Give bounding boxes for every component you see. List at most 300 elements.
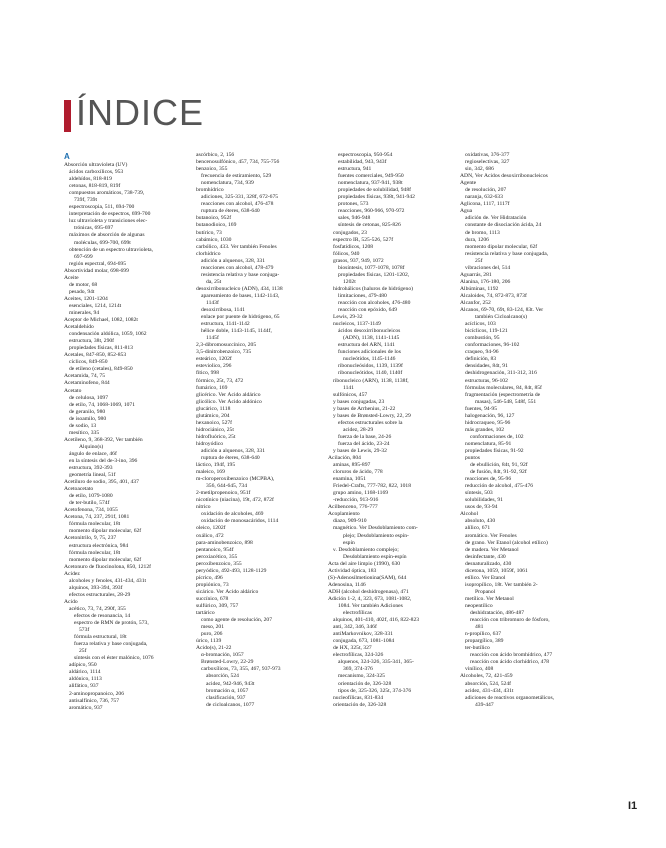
- index-entry: enamina, 1051: [333, 476, 366, 483]
- index-entry: estructura del ARN, 1141: [338, 342, 395, 349]
- index-entry: dura, 1206: [465, 236, 489, 243]
- index-entry: estructuras, 96-102: [465, 377, 508, 384]
- index-entry: espectro IR, 525-526, 527f: [333, 236, 394, 243]
- index-entry: desoxirribonucleico (ADN), 434, 1138: [196, 285, 283, 292]
- index-entry: craqueo, 94-96: [465, 349, 499, 356]
- index-entry: nomenclatura, 734, 939: [201, 180, 254, 187]
- index-entry: Brønsted-Lowry, 22-29: [201, 659, 254, 666]
- index-entry: minerales, 94: [69, 309, 100, 316]
- index-entry: oxidativas, 376-377: [465, 152, 510, 158]
- index-entry: succínico, 678: [196, 595, 229, 602]
- index-entry: funciones adicionales de los: [338, 349, 401, 356]
- index-entry: fórmula molecular, 18t: [69, 521, 121, 528]
- index-entry: ν. Desdoblamiento complejo;: [333, 546, 399, 553]
- index-entry: oxidación de alcoholes, 469: [201, 511, 264, 518]
- index-entry: más grandes, 102: [465, 426, 504, 433]
- index-entry: deshidratación, 486-487: [470, 610, 525, 617]
- index-entry: de isoamilo, 980: [69, 415, 107, 422]
- index-entry: cabámico, 1030: [196, 236, 232, 243]
- index-entry: hidrocraqueo, 95-96: [465, 419, 511, 426]
- index-entry: mesítico, 335: [69, 429, 100, 436]
- index-entry: puntos: [465, 455, 480, 462]
- index-entry: espectro de RMN de protón, 573,: [74, 620, 149, 627]
- index-entry: alifático, 937: [69, 683, 99, 690]
- index-entry: Ácido(s), 21-22: [196, 645, 232, 652]
- index-entry: acíclicos, 103: [465, 321, 496, 328]
- index-entry: 3,5-dinitrobenzoico, 735: [196, 349, 252, 356]
- index-entry: hidroyódico: [196, 440, 224, 447]
- index-entry: fuentes, 94-95: [465, 405, 498, 412]
- index-entry: y bases conjugadas, 23: [333, 398, 385, 405]
- index-entry: propiedades físicas, 1201-1202,: [338, 271, 410, 278]
- index-entry: Acetaldehído: [64, 324, 94, 331]
- index-entry: interpretación de espectros, 699-700: [69, 211, 151, 218]
- index-entry: bromación α, 1057: [206, 687, 249, 694]
- index-entry: sulfónicos, 457: [333, 391, 368, 398]
- index-entry: resistencia relativa y base conjugada,: [465, 250, 549, 257]
- index-entry: neopentílico: [465, 603, 493, 609]
- index-entry: fosfatídicos, 1208: [333, 243, 374, 250]
- index-entry: conformaciones, 96-102: [465, 342, 520, 349]
- index-entry: de celulosa, 1097: [69, 394, 108, 401]
- index-entry: metílico. Ver Metanol: [465, 595, 514, 602]
- index-entry: sicárico. Ver Ácido aldárico: [196, 588, 259, 595]
- index-entry: 2-aminopropanoico, 206: [69, 690, 124, 697]
- index-entry: compuestos aromáticos, 738-739,: [69, 190, 145, 197]
- index-column-1: [64, 152, 192, 712]
- index-entry: como agente de resolución, 207: [201, 617, 272, 624]
- index-entry: fórmula estructural, 18t: [74, 634, 127, 641]
- index-entry: reacciones de, 95-96: [465, 476, 512, 483]
- index-entry: de ter-butilo, 574f: [69, 500, 110, 507]
- index-entry: glucárico, 1118: [196, 405, 231, 412]
- index-entry: (ADN), 1138, 1141-1145: [343, 335, 400, 342]
- index-entry: Acta del aire limpio (1990), 630: [328, 560, 401, 567]
- index-entry: -reducción, 913-916: [333, 497, 379, 504]
- index-entry: pesado, 94t: [69, 288, 95, 295]
- index-entry: esteviolico, 296: [196, 363, 232, 370]
- index-entry: conjugada, 673, 1081-1084: [333, 638, 395, 645]
- index-entry: butanodioico, 169: [196, 222, 237, 229]
- index-entry: ADN, Ver Ácidos desoxirribonucleicos: [460, 173, 548, 180]
- index-entry: m-cloroperoxibenzoico (MCPBA),: [196, 476, 275, 483]
- index-entry: Ácido: [64, 598, 78, 605]
- index-entry: carbólico, 433. Ver también Fenoles: [196, 243, 277, 250]
- index-entry: puro, 206: [201, 631, 223, 638]
- index-entry: obtención de un espectro ultravioleta,: [69, 246, 154, 253]
- index-entry: peryódico, 492-493, 1128-1129: [196, 567, 267, 574]
- index-entry: Albúminas, 1192: [460, 285, 499, 292]
- index-entry: de sodio, 13: [69, 422, 97, 429]
- index-entry: de etileno (cetales), 849-850: [69, 366, 133, 373]
- index-entry: fumárico, 169: [196, 384, 228, 391]
- index-entry: nomenclatura, 85-91: [465, 440, 512, 447]
- index-entry: Agente: [460, 180, 477, 187]
- index-entry: y bases de Brønsted-Lowry, 22, 29: [333, 412, 411, 419]
- index-entry: 697-699: [74, 253, 93, 260]
- index-entry: nucleicos, 1137-1149: [333, 321, 381, 328]
- index-entry: etílico. Ver Etanol: [465, 574, 506, 581]
- index-entry: trónicas, 695-697: [74, 225, 114, 232]
- index-entry: reacciones con alcohol, 476-478: [201, 201, 274, 208]
- index-entry: hexanoico, 527f: [196, 419, 233, 426]
- index-entry: (S)-Adenosilmetionina(SAM), 644: [328, 574, 407, 581]
- index-entry: reacciones con alcohol, 478-479: [201, 264, 274, 271]
- index-entry: solubilidades, 91: [465, 497, 503, 504]
- index-entry: Aceites, 1201-1204: [64, 295, 108, 302]
- index-entry: 439-447: [475, 701, 494, 708]
- index-entry: hidrociánico, 25t: [196, 426, 234, 433]
- index-entry: Alcohol: [460, 511, 479, 518]
- index-entry: enlace por puente de hidrógeno, 65: [201, 314, 280, 321]
- index-entry: hélice doble, 1143-1145, 1144f,: [201, 328, 272, 335]
- index-entry: síntesis con el éster malónico, 1076: [74, 655, 154, 662]
- index-entry: de motor, 68: [69, 281, 98, 288]
- index-entry: adiciones, 325-331, 328f, 672-675: [201, 194, 279, 201]
- index-entry: espín: [343, 539, 355, 546]
- index-entry: Acetoacetato: [64, 486, 94, 493]
- index-entry: espectroscopia, 511, 694-700: [69, 204, 135, 211]
- index-entry: propiedades de solubilidad, 948f: [338, 187, 412, 194]
- index-entry: momento dipolar molecular, 62f: [69, 556, 142, 563]
- index-entry: Absortividad molar, 698-699: [64, 267, 129, 274]
- index-entry: espectroscopia, 950-954: [338, 152, 393, 158]
- index-entry: bromhídrico: [196, 187, 224, 194]
- index-entry: Alcoholes, 72, 421-459: [460, 673, 513, 680]
- index-entry: Desdoblamiento espín-espín: [343, 553, 407, 560]
- index-entry: hidrohálicos (haluros de hidrógeno): [333, 285, 414, 292]
- index-entry: oxálico, 472: [196, 532, 224, 539]
- index-entry: 1084. Ver también Adiciones: [338, 603, 403, 609]
- index-letter-heading: A: [64, 152, 70, 161]
- index-entry: peroxibenzoico, 355: [196, 560, 242, 567]
- index-entry: también Cicloalcano(s): [475, 314, 528, 321]
- index-entry: efectos estructurales sobre la: [338, 419, 403, 426]
- index-entry: apareamiento de bases, 1142-1143,: [201, 292, 280, 299]
- index-entry: halogenación, 96, 127: [465, 412, 515, 419]
- index-entry: vinílico, 408: [465, 666, 494, 673]
- index-entry: en la síntesis del de-3-ino, 396: [69, 457, 138, 464]
- index-entry: Alcanos, 69-70, 69t, 83-124, 83t. Ver: [460, 307, 544, 314]
- index-entry: región espectral, 694-695: [69, 260, 127, 267]
- index-entry: carboxílicos, 73, 355, 467, 937-973: [201, 666, 281, 673]
- index-entry: adición a alquenos, 328, 331: [201, 257, 266, 264]
- index-entry: de ebullición, 84t, 91, 92f: [470, 462, 528, 469]
- index-entry: limitaciones, 479-480: [338, 292, 387, 299]
- index-entry: Agua: [460, 208, 473, 215]
- index-entry: adiciones de reactivos organometálicos,: [465, 694, 555, 701]
- index-entry: Acetato: [64, 387, 82, 394]
- index-entry: luz ultravioleta y transiciones elec-: [69, 218, 148, 225]
- index-entry: reacción con alcoholes, 476-480: [338, 299, 411, 306]
- index-entry: bicíclicos, 119-121: [465, 328, 508, 335]
- index-entry: regioselectivas, 327: [465, 159, 510, 166]
- index-entry: ADH (alcohol deshidrogenasa), 471: [328, 588, 409, 595]
- index-entry: Aglicona, 1117, 1117f: [460, 201, 510, 208]
- index-entry: electrofílicas: [343, 610, 372, 617]
- index-entry: glutámico, 204: [196, 412, 230, 419]
- index-entry: estructura, 1141-1142: [201, 321, 250, 328]
- index-entry: fuerza del ácido, 23-24: [338, 440, 390, 447]
- index-entry: reacción con ácido bromhídrico, 477: [470, 652, 553, 659]
- index-entry: clasificación, 937: [206, 694, 246, 701]
- index-entry: diazo, 909-910: [333, 518, 367, 525]
- title-accent-bar: [64, 100, 71, 132]
- index-entry: Acetamida, 74, 75: [64, 373, 106, 380]
- index-entry: tipos de, 325-326, 325t, 374-376: [338, 687, 412, 694]
- index-entry: estructura, 941: [338, 166, 372, 173]
- index-entry: fragmentación (espectrometría de: [465, 391, 541, 398]
- index-entry: de etilo, 1079-1080: [69, 493, 113, 500]
- index-entry: peroxiacético, 355: [196, 553, 238, 560]
- index-entry: Alcaloides, 74, 872-873, 873f: [460, 292, 527, 299]
- index-entry: adición de. Ver Hidratación: [465, 215, 527, 222]
- index-entry: absoluto, 430: [465, 518, 496, 525]
- index-entry: butírico, 73: [196, 229, 222, 236]
- index-entry: úrico, 1139: [196, 638, 222, 645]
- index-entry: Propanol: [475, 588, 496, 595]
- index-entry: de HX, 325t, 327: [333, 645, 372, 652]
- index-entry: acidez, 28-29: [343, 426, 374, 433]
- index-column-2: [196, 152, 324, 709]
- index-entry: de bromo, 1113: [465, 229, 500, 236]
- index-entry: sales, 946-948: [338, 215, 371, 222]
- index-entry: combustión, 95: [465, 335, 500, 342]
- index-entry: fólicos, 940: [333, 250, 360, 257]
- index-entry: adición a alquenos, 328, 331: [201, 447, 266, 454]
- index-entry: conformaciones de, 102: [470, 433, 524, 440]
- index-entry: 369, 374-376: [343, 666, 373, 673]
- index-entry: esenciales, 1214, 1214t: [69, 302, 122, 309]
- index-entry: pícrico, 496: [196, 574, 223, 581]
- index-entry: bencenosulfónico, 457, 734, 755-756: [196, 159, 280, 166]
- index-entry: propiedades físicas, 811-813: [69, 345, 133, 352]
- index-entry: reacción con epóxido, 649: [338, 307, 398, 314]
- index-entry: aldónico, 1113: [69, 676, 102, 683]
- index-entry: meso, 201: [201, 624, 224, 631]
- index-entry: Acetileno, 9, 368-392, Ver también: [64, 436, 143, 443]
- index-entry: alquenos, 324-326, 335-341, 365-: [338, 659, 414, 666]
- index-entry: momento dipolar molecular, 62f: [69, 528, 142, 535]
- index-entry: 1141: [343, 384, 354, 391]
- index-entry: nucleofílicas, 831-834: [333, 694, 384, 701]
- index-entry: ribonucleico (ARN), 1138, 1138f,: [333, 377, 409, 384]
- index-entry: nicotínico (niacina), 19t, 472, 872f: [196, 497, 274, 504]
- index-entry: de geranilo, 980: [69, 408, 106, 415]
- index-entry: Acilación, 804: [328, 455, 361, 462]
- index-entry: láctico, 194f, 195: [196, 462, 236, 469]
- index-entry: aldárico, 1114: [69, 669, 101, 676]
- index-entry: 1145f: [206, 335, 219, 342]
- index-entry: oxidación de monosacáridos, 1114: [201, 518, 279, 525]
- index-entry: Alquino(s): [79, 443, 104, 450]
- index-entry: Lewis, 29-32: [333, 314, 363, 321]
- index-entry: Acoplamiento: [328, 511, 360, 518]
- index-entry: maleico, 169: [196, 469, 225, 476]
- index-entry: 573f: [79, 627, 90, 634]
- index-entry: nítrico: [196, 504, 211, 511]
- index-entry: oleico, 1202f: [196, 525, 226, 532]
- index-column-3: [328, 152, 456, 709]
- index-entry: fórmulas moleculares, 84, 84t, 85f: [465, 384, 542, 391]
- index-entry: ángulo de enlace, 46f: [69, 450, 117, 457]
- index-entry: síntesis de cetonas, 825-826: [338, 222, 401, 229]
- index-entry: deshidrogenación, 311-312, 316: [465, 370, 537, 377]
- index-entry: Aceite: [64, 274, 79, 281]
- index-entry: nomenclatura, 937-941, 938t: [338, 180, 403, 187]
- index-entry: Friedel-Crafts, 777-782, 822, 1018: [333, 483, 411, 490]
- index-entry: hidrofluórico, 25t: [196, 433, 236, 440]
- index-entry: mecanismo, 324-325: [338, 673, 385, 680]
- index-entry: butanoico, 952f: [196, 215, 232, 222]
- index-entry: propiedades físicas, 91-92: [465, 447, 524, 454]
- index-entry: propargílico, 389: [465, 638, 504, 645]
- index-entry: Acetiluro de sodio, 395, 401, 437: [64, 479, 139, 486]
- index-entry: de etilo, 74, 1068-1069, 1071: [69, 401, 136, 408]
- index-entry: reacción con ácido clorhídrico, 478: [470, 659, 550, 666]
- index-entry: fórmico, 25t, 73, 472: [196, 377, 244, 384]
- index-entry: sin, 342, 686: [465, 166, 494, 173]
- index-entry: de cicloalcanos, 1077: [206, 701, 255, 708]
- index-entry: acético, 73, 74, 290f, 355: [69, 605, 126, 612]
- index-entry: ribonucleósidos, 1139, 1139f: [338, 363, 403, 370]
- index-entry: estructura, 392-393: [69, 465, 113, 472]
- index-entry: reducción de alcohol, 475-476: [465, 483, 534, 490]
- index-entry: y bases de Arrhenius, 21-22: [333, 405, 396, 412]
- index-entry: densidades, 84t, 91: [465, 363, 508, 370]
- index-entry: orientación de, 326-328: [338, 680, 392, 687]
- index-entry: fítico, 998: [196, 370, 219, 377]
- index-entry: reacción con tribromuro de fósforo,: [470, 617, 550, 624]
- index-entry: biosíntesis, 1077-1078, 1078f: [338, 264, 405, 271]
- index-entry: magnético. Ver Desdoblamiento com-: [333, 525, 418, 532]
- index-entry: n-propílico, 637: [465, 631, 502, 638]
- index-entry: usos de, 93-94: [465, 504, 498, 511]
- index-entry: para-aminobenzoico, 898: [196, 539, 253, 546]
- index-entry: 356, 644-645, 734: [206, 483, 248, 490]
- index-entry: acidez, 942-946, 943t: [206, 680, 255, 687]
- index-entry: efectos de resonancia, 14: [74, 613, 131, 619]
- index-entry: aromático, 937: [69, 704, 103, 711]
- index-entry: ruptura de éteres, 638-640: [201, 208, 260, 215]
- index-entry: anti, 342, 346, 346f: [333, 624, 377, 631]
- index-entry: definición, 83: [465, 356, 497, 363]
- index-entry: Acetofenona, 734, 1055: [64, 507, 118, 514]
- index-entry: glicérico. Ver Ácido aldárico: [196, 391, 261, 398]
- index-entry: ácidos desoxirribonucleicos: [338, 328, 401, 335]
- index-entry: ácidos carboxílicos, 953: [69, 169, 124, 176]
- index-entry: momento dipolar molecular, 62f: [465, 243, 538, 250]
- index-entry: alílico, 671: [465, 525, 491, 532]
- index-entry: absorción, 524, 524f: [465, 680, 511, 687]
- index-entry: fuerza de la base, 24-26: [338, 433, 392, 440]
- index-entry: cetonas, 818-819, 819f: [69, 183, 121, 190]
- index-entry: de madera. Ver Metanol: [465, 546, 519, 553]
- index-entry: dicetona, 1059, 1059f, 1061: [465, 567, 528, 574]
- index-entry: ribonucleótidos, 1140, 1140f: [338, 370, 403, 377]
- index-entry: acidez, 431-434, 431t: [465, 687, 514, 694]
- index-entry: esteárico, 1202f: [196, 356, 232, 363]
- index-entry: aldehídos, 818-819: [69, 176, 112, 183]
- index-entry: α-bromación, 1057: [201, 652, 244, 659]
- index-entry: orientación de, 326-328: [333, 701, 387, 708]
- index-entry: 2-metilpropenoico, 951f: [196, 490, 251, 497]
- index-entry: de resolución, 207: [465, 187, 507, 194]
- index-entry: Absorción ultravioleta (UV): [64, 162, 128, 168]
- index-entry: síntesis, 503: [465, 490, 493, 497]
- index-entry: 481: [475, 624, 484, 631]
- index-entry: efectos estructurales, 28-29: [69, 591, 131, 598]
- index-entry: estructura, 38t, 290f: [69, 338, 115, 345]
- index-entry: grasos, 937, 949, 1072: [333, 257, 384, 264]
- index-entry: fuentes comerciales, 949-950: [338, 173, 404, 180]
- index-entry: da, 25t: [206, 278, 222, 285]
- index-entry: Aguarrás, 281: [460, 271, 492, 278]
- index-entry: 25f: [475, 257, 483, 264]
- index-entry: aromático. Ver Fenoles: [465, 532, 517, 539]
- index-entry: Acetonuro de fluocinolona, 850, 1212f: [64, 563, 151, 570]
- index-entry: 739f, 739t: [74, 197, 97, 204]
- index-entry: protones, 573: [338, 201, 369, 208]
- index-entry: pentanoico, 954f: [196, 546, 234, 553]
- index-entry: Acetaminofeno, 844: [64, 380, 110, 387]
- index-entry: 2,3-dibromosuccínico, 205: [196, 342, 257, 349]
- index-entry: desnaturalizado, 430: [465, 560, 512, 567]
- index-entry: masas), 546-548, 548f, 551: [475, 398, 537, 405]
- index-entry: aminas, 895-897: [333, 462, 371, 469]
- index-entry: desoxirribosa, 1141: [201, 307, 245, 314]
- index-entry: alquinos, 401-410, 402f, 416, 822-823: [333, 617, 420, 624]
- index-entry: benzoico, 355: [196, 166, 228, 173]
- index-entry: isopropílico, 18t. Ver también 2-: [465, 581, 538, 588]
- index-entry: propiedades físicas, 938t, 941-942: [338, 194, 415, 201]
- index-entry: clorhídrico: [196, 250, 221, 257]
- index-entry: adípico, 950: [69, 662, 97, 669]
- index-entry: alcoholes y fenoles, 431-434, 431t: [69, 577, 147, 584]
- index-entry: de grano. Ver Etanol (alcohol etílico): [465, 539, 548, 546]
- index-entry: grupo amino, 1168-1169: [333, 490, 389, 497]
- index-entry: constante de disociación ácida, 24: [465, 222, 542, 229]
- index-entry: Adenosina, 1146: [328, 581, 366, 588]
- index-entry: máximos de absorción de algunas: [69, 232, 145, 239]
- index-entry: estabilidad, 943, 943f: [338, 159, 387, 166]
- index-entry: antisalfínico, 736, 757: [69, 697, 120, 704]
- index-entry: 1143f: [206, 299, 219, 306]
- index-entry: ascórbico, 2, 156: [196, 152, 235, 158]
- page-title: ÍNDICE: [76, 92, 205, 133]
- index-entry: de fusión, 84t, 91-92, 92f: [470, 469, 527, 476]
- index-entry: electrofílicas, 324-326: [333, 652, 384, 659]
- index-entry: Adición 1-2, 4, 323, 673, 1081-1082,: [328, 595, 412, 602]
- index-entry: alquinos, 393-394, 393f: [69, 584, 123, 591]
- index-entry: Aceptor de Michael, 1082, 1082t: [64, 317, 138, 324]
- index-entry: Acetonitrilo, 9, 75, 237: [64, 535, 117, 542]
- index-entry: plejo; Desdoblamiento espín-: [343, 532, 409, 539]
- index-entry: Alanina, 176-180, 206: [460, 278, 511, 285]
- index-entry: 25f: [79, 648, 87, 655]
- index-entry: geometría lineal, 51f: [69, 472, 116, 479]
- index-entry: absorción, 524: [206, 673, 239, 680]
- index-entry: cloruros de ácido, 778: [333, 469, 383, 476]
- index-entry: fórmula molecular, 18t: [69, 549, 121, 556]
- index-entry: frecuencia de estiramiento, 529: [201, 173, 272, 180]
- index-entry: Alcanfor, 252: [460, 299, 491, 306]
- index-entry: resistencia relativa y base conjuga-: [201, 271, 280, 278]
- index-entry: ter-butílico: [465, 645, 490, 652]
- index-entry: Acetona, 74, 237, 291f, 1081: [64, 514, 130, 521]
- index-entry: antiMarkovnikov, 328-331: [333, 631, 393, 638]
- index-entry: vibraciones del, 514: [465, 264, 511, 271]
